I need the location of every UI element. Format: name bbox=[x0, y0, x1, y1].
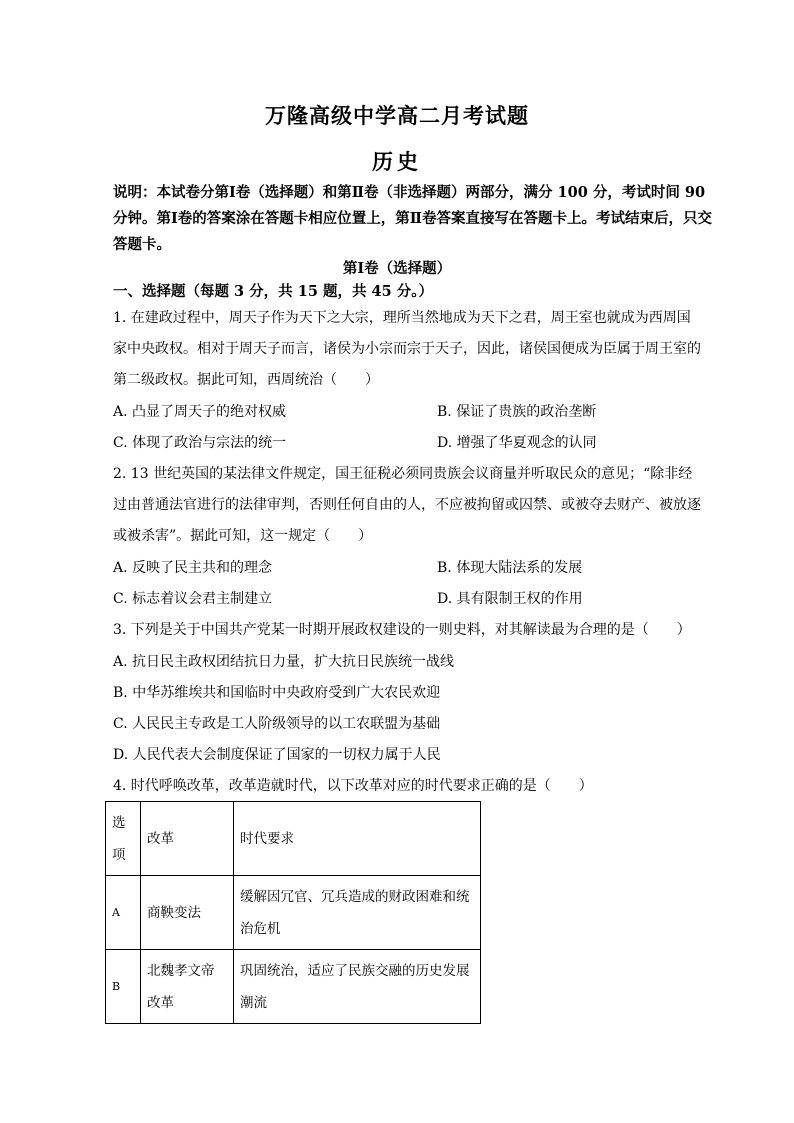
question-1-option-c: C. 体现了政治与宗法的统一 bbox=[113, 435, 287, 451]
question-2-stem: 2. 13 世纪英国的某法律文件规定，国王征税必须同贵族会议商量并听取民众的意见；“除非经过由普通法官进行的法律审判，否则任何自由的人，不应被拘留或囚禁、或被夺去财产、被放逐或被杀害”。据此可知，这一规定（ ） bbox=[113, 466, 701, 544]
question-1-option-d: D. 增强了华夏观念的认同 bbox=[437, 435, 597, 451]
question-3-option-a: A. 抗日民主政权团结抗日力量，扩大抗日民族统一战线 bbox=[113, 654, 455, 670]
table-cell-reform: 商鞅变法 bbox=[141, 876, 234, 950]
section-title: 一、选择题（每题 3 分，共 15 题，共 45 分。） bbox=[113, 283, 433, 300]
table-header-row bbox=[106, 802, 481, 876]
table-header-option: 选项 bbox=[106, 802, 141, 876]
table-row bbox=[106, 876, 481, 950]
question-2-option-b: B. 体现大陆法系的发展 bbox=[437, 560, 583, 576]
table-cell-option: A bbox=[106, 876, 141, 950]
instructions: 说明：本试卷分第Ⅰ卷（选择题）和第Ⅱ卷（非选择题）两部分，满分 100 分，考试时间 90 分钟。第Ⅰ卷的答案涂在答题卡相应位置上，第Ⅱ卷答案直接写在答题卡上。考试结束后，只交答题卡。 bbox=[113, 184, 712, 253]
question-3-option-d: D. 人民代表大会制度保证了国家的一切权力属于人民 bbox=[113, 747, 441, 763]
exam-title: 万隆高级中学高二月考试题 bbox=[265, 103, 529, 128]
question-3-stem: 3. 下列是关于中国共产党某一时期开展政权建设的一则史料，对其解读最为合理的是（ ） bbox=[113, 622, 691, 638]
table-cell-requirement: 巩固统治，适应了民族交融的历史发展潮流 bbox=[234, 950, 481, 1024]
question-1-option-b: B. 保证了贵族的政治垄断 bbox=[437, 404, 597, 420]
table-cell-requirement: 缓解因冗官、冗兵造成的财政困难和统治危机 bbox=[234, 876, 481, 950]
table-header-requirement: 时代要求 bbox=[234, 802, 481, 876]
question-1-option-a: A. 凸显了周天子的绝对权威 bbox=[113, 404, 287, 420]
question-1-stem: 1. 在建政过程中，周天子作为天下之大宗，理所当然地成为天下之君，周王室也就成为西周国家中央政权。相对于周天子而言，诸侯为小宗而宗于天子，因此，诸侯国便成为臣属于周王室的第二级政权。据此可知，西周统治（ ） bbox=[113, 310, 701, 388]
question-3-option-b: B. 中华苏维埃共和国临时中央政府受到广大农民欢迎 bbox=[113, 685, 441, 701]
question-3-option-c: C. 人民民主专政是工人阶级领导的以工农联盟为基础 bbox=[113, 716, 441, 732]
table-row bbox=[106, 950, 481, 1024]
table-cell-option: B bbox=[106, 950, 141, 1024]
question-4-stem: 4. 时代呼唤改革，改革造就时代，以下改革对应的时代要求正确的是（ ） bbox=[113, 778, 593, 794]
question-2-option-d: D. 具有限制王权的作用 bbox=[437, 591, 583, 607]
reform-table bbox=[105, 801, 481, 1024]
question-2-option-c: C. 标志着议会君主制建立 bbox=[113, 591, 273, 607]
table-cell-reform: 北魏孝文帝改革 bbox=[141, 950, 234, 1024]
table-header-reform: 改革 bbox=[141, 802, 234, 876]
part-title: 第Ⅰ卷（选择题） bbox=[342, 260, 452, 277]
question-2-option-a: A. 反映了民主共和的理念 bbox=[113, 560, 273, 576]
exam-subject: 历史 bbox=[372, 149, 422, 174]
